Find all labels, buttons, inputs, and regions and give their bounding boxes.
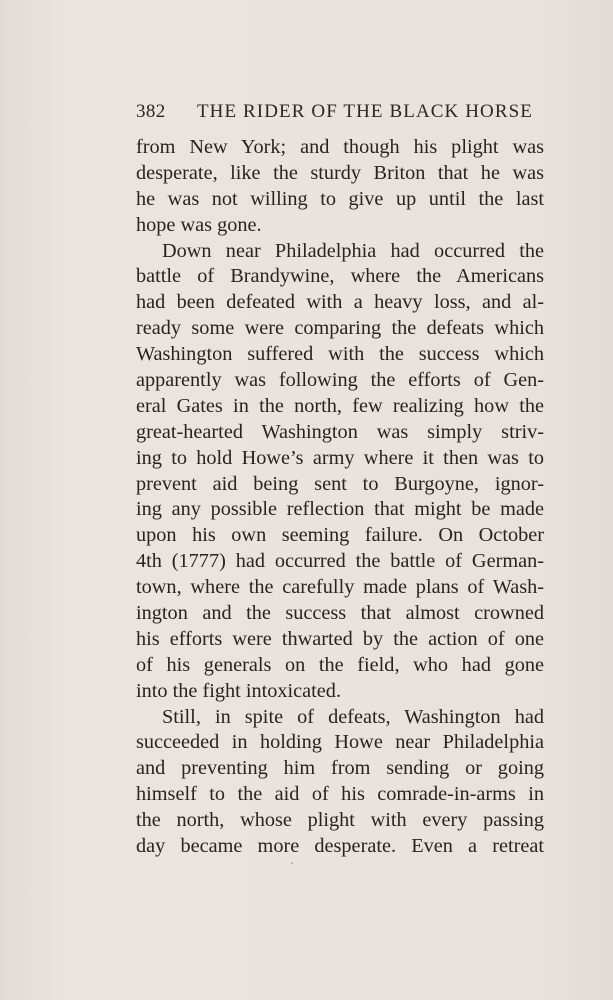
text-line: upon his own seeming failure. On October [136,524,544,547]
running-header [136,101,533,123]
text-line: had been defeated with a heavy loss, and al- [136,291,544,314]
text-line: ing to hold Howe’s army where it then was to [136,446,544,469]
text-line: prevent aid being sent to Burgoyne, ignor- [136,472,544,495]
text-line: hope was gone. [136,213,262,236]
text-line: himself to the aid of his comrade-in-arms in [136,783,544,806]
text-line: ready some were comparing the defeats which [136,317,544,340]
text-line: of his generals on the field, who had gone [136,653,544,676]
text-line: Washington suffered with the success which [136,343,544,366]
text-line: Down near Philadelphia had occurred the [162,239,544,262]
text-line: the north, whose plight with every passing [136,809,544,832]
paper-speck [291,862,293,864]
text-line: 4th (1777) had occurred the battle of German- [136,550,544,573]
text-line: and preventing him from sending or going [136,757,544,780]
text-line: his efforts were thwarted by the action of one [136,627,544,650]
text-line: ing any possible reflection that might be made [136,498,544,521]
text-line: into the fight intoxicated. [136,679,342,702]
text-line: from New York; and though his plight was [136,136,544,158]
body-text [136,135,544,860]
text-line: town, where the carefully made plans of Wash- [136,576,544,599]
text-line: succeeded in holding Howe near Philadelphia [136,731,544,754]
text-line: ington and the success that almost crowned [136,602,544,625]
text-line: desperate, like the sturdy Briton that he was [136,161,544,184]
text-line: day became more desperate. Even a retreat [136,835,544,858]
text-line: apparently was following the efforts of Gen- [136,369,544,392]
text-line: eral Gates in the north, few realizing how the [136,394,544,417]
text-line: Still, in spite of defeats, Washington had [162,705,544,728]
page-number: 382 [136,101,166,122]
text-line: battle of Brandywine, where the Americans [136,265,544,288]
text-line: he was not willing to give up until the last [136,187,544,210]
running-title: THE RIDER OF THE BLACK HORSE [196,101,533,122]
text-line: great-hearted Washington was simply striv- [136,420,544,443]
